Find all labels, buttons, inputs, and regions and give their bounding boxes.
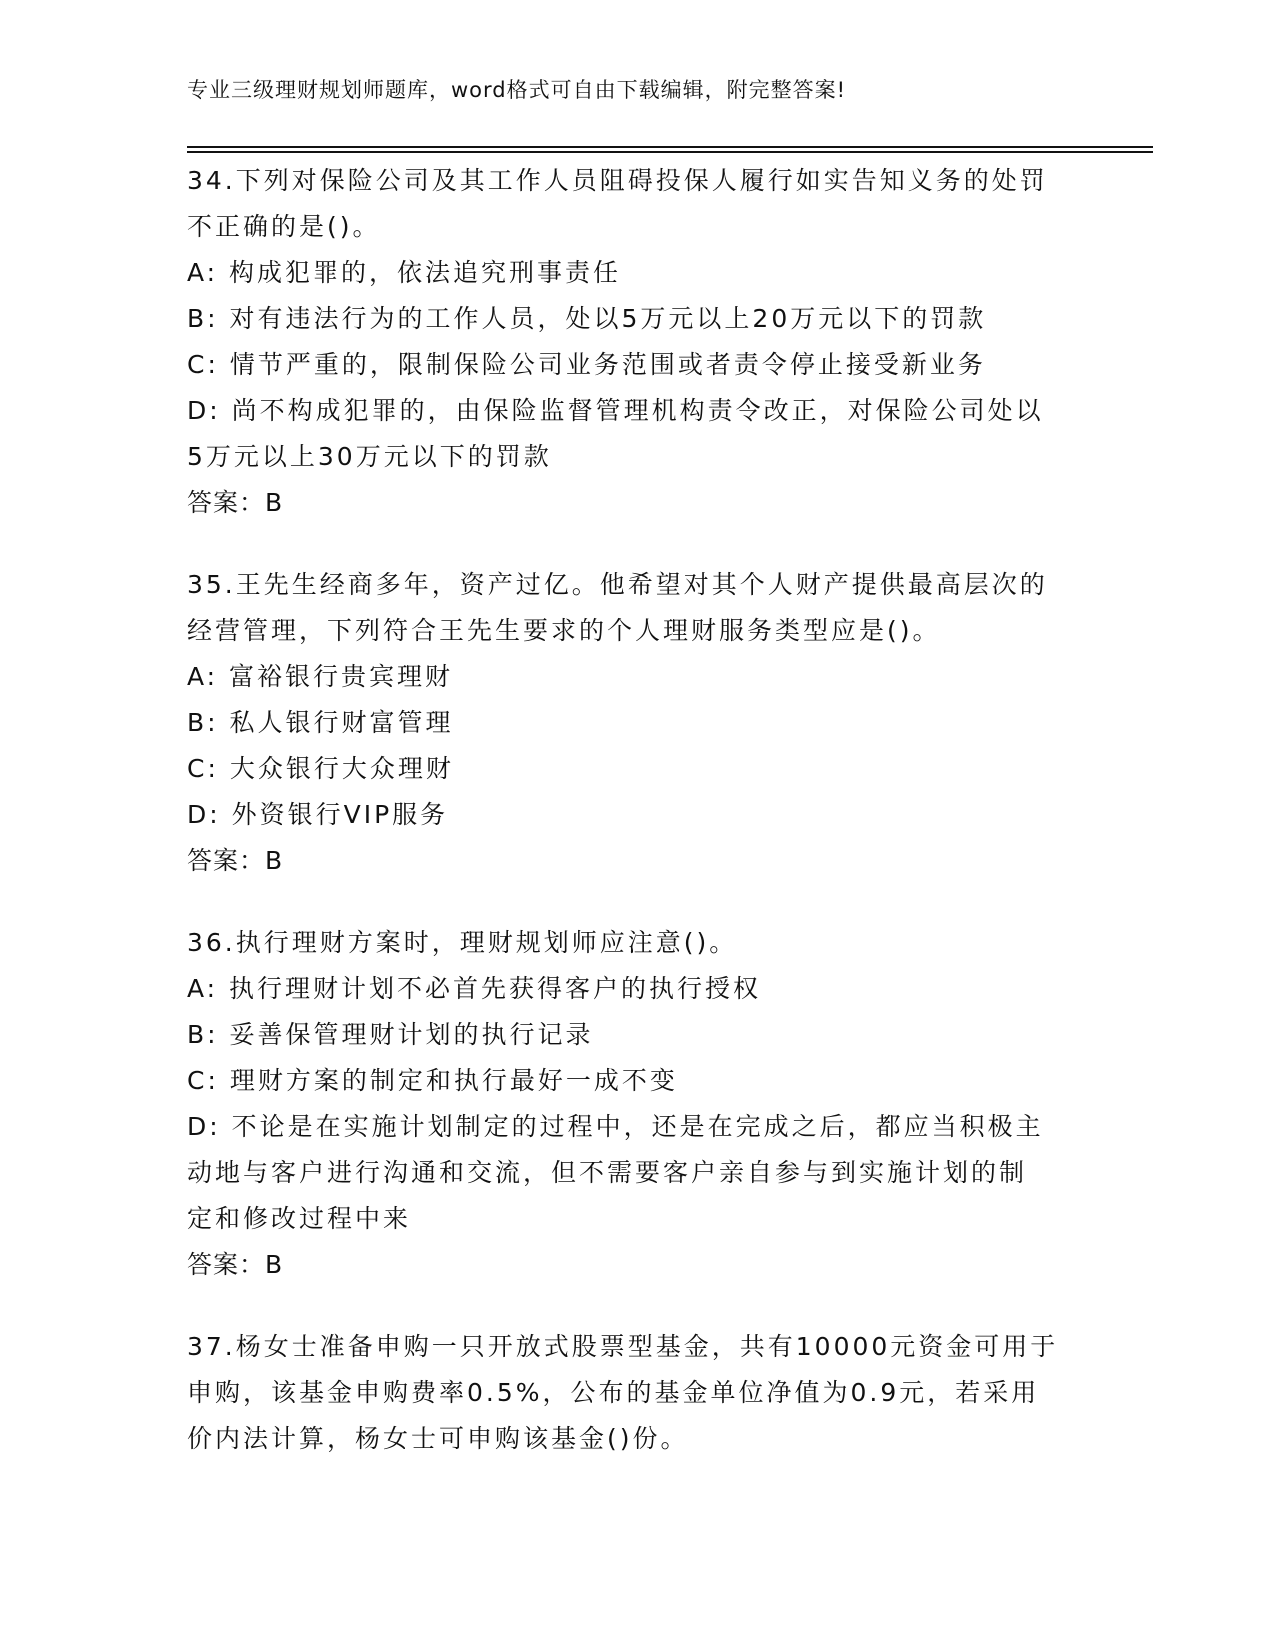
- question-37-stem-line-3: 价内法计算，杨女士可申购该基金()份。: [187, 1424, 689, 1453]
- header-divider-top: [187, 146, 1153, 148]
- question-35-option-b: B: 私人银行财富管理: [187, 708, 454, 737]
- question-34-answer: 答案：B: [187, 488, 284, 517]
- page-header: 专业三级理财规划师题库，word格式可自由下载编辑，附完整答案!: [187, 78, 847, 102]
- question-35-option-c: C: 大众银行大众理财: [187, 754, 454, 783]
- question-36-option-b: B: 妥善保管理财计划的执行记录: [187, 1020, 594, 1049]
- question-37-stem-line-2: 申购，该基金申购费率0.5%，公布的基金单位净值为0.9元，若采用: [187, 1378, 1040, 1407]
- question-list: [187, 158, 1077, 1498]
- question-35-answer: 答案：B: [187, 846, 284, 875]
- question-36-option-a: A: 执行理财计划不必首先获得客户的执行授权: [187, 974, 762, 1003]
- question-35-stem-line-1: 35.王先生经商多年，资产过亿。他希望对其个人财产提供最高层次的: [187, 570, 1048, 599]
- question-36: [187, 920, 1077, 1288]
- question-34-stem-line-2: 不正确的是()。: [187, 212, 381, 241]
- question-36-option-d-line-1: D: 不论是在实施计划制定的过程中，还是在完成之后，都应当积极主: [187, 1112, 1044, 1141]
- question-36-option-d-line-3: 定和修改过程中来: [187, 1204, 412, 1233]
- question-34-option-d-line-1: D: 尚不构成犯罪的，由保险监督管理机构责令改正，对保险公司处以: [187, 396, 1044, 425]
- question-36-option-d-line-2: 动地与客户进行沟通和交流，但不需要客户亲自参与到实施计划的制: [187, 1158, 1028, 1187]
- question-34-option-c: C: 情节严重的，限制保险公司业务范围或者责令停止接受新业务: [187, 350, 986, 379]
- header-divider-bottom: [187, 151, 1153, 153]
- question-34-option-d-line-2: 5万元以上30万元以下的罚款: [187, 442, 552, 471]
- question-36-answer: 答案：B: [187, 1250, 284, 1279]
- question-34: [187, 158, 1077, 526]
- question-36-stem: 36.执行理财方案时，理财规划师应注意()。: [187, 928, 738, 957]
- question-34-stem-line-1: 34.下列对保险公司及其工作人员阻碍投保人履行如实告知义务的处罚: [187, 166, 1048, 195]
- question-35-option-d: D: 外资银行VIP服务: [187, 800, 449, 829]
- question-35-stem-line-2: 经营管理，下列符合王先生要求的个人理财服务类型应是()。: [187, 616, 941, 645]
- question-37: [187, 1324, 1077, 1462]
- question-34-option-b: B: 对有违法行为的工作人员，处以5万元以上20万元以下的罚款: [187, 304, 987, 333]
- question-36-option-c: C: 理财方案的制定和执行最好一成不变: [187, 1066, 678, 1095]
- question-35-option-a: A: 富裕银行贵宾理财: [187, 662, 454, 691]
- question-34-option-a: A: 构成犯罪的，依法追究刑事责任: [187, 258, 622, 287]
- question-35: [187, 562, 1077, 884]
- question-37-stem-line-1: 37.杨女士准备申购一只开放式股票型基金，共有10000元资金可用于: [187, 1332, 1059, 1361]
